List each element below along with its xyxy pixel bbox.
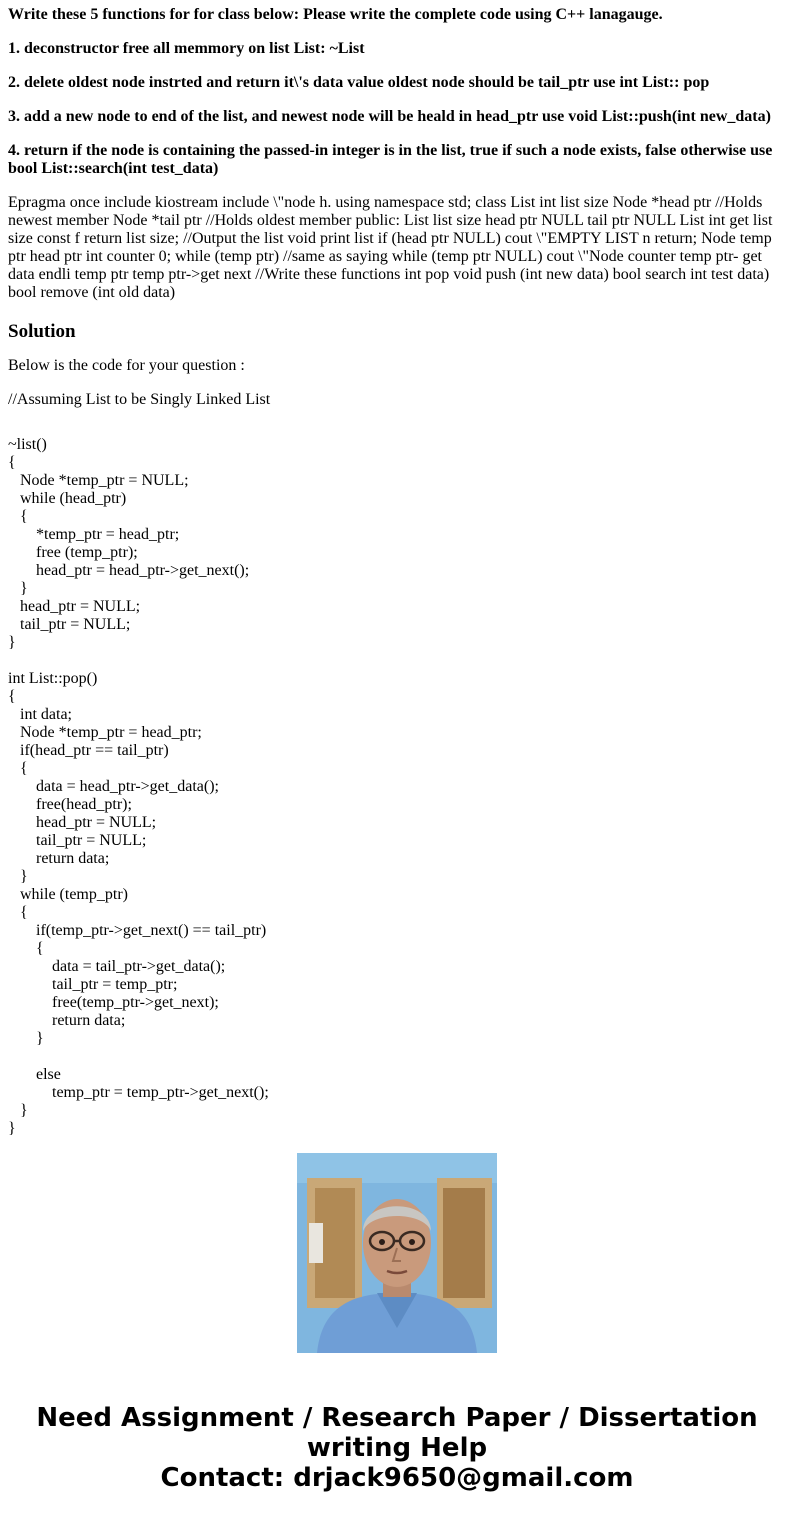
question-item-3: 3. add a new node to end of the list, and newest node will be heald in head_ptr use void List::push(int new_data) xyxy=(8,108,771,125)
code-line: if(head_ptr == tail_ptr) xyxy=(8,742,169,759)
solution-heading: Solution xyxy=(8,321,76,342)
code-line: { xyxy=(8,760,28,777)
code-line: } xyxy=(8,580,28,597)
code-line: tail_ptr = temp_ptr; xyxy=(8,976,178,993)
solution-intro: Below is the code for your question : xyxy=(8,357,245,374)
code-line: int data; xyxy=(8,706,72,723)
code-line: temp_ptr = temp_ptr->get_next(); xyxy=(8,1084,269,1101)
code-line: } xyxy=(8,634,16,651)
code-line: } xyxy=(8,1120,16,1137)
code-line: ~list() xyxy=(8,436,47,453)
question-title: Write these 5 functions for for class below: Please write the complete code using C++ lanagauge. xyxy=(8,6,663,23)
code-line: if(temp_ptr->get_next() == tail_ptr) xyxy=(8,922,267,939)
code-line: tail_ptr = NULL; xyxy=(8,616,131,633)
code-line: return data; xyxy=(8,1012,126,1029)
question-item-2: 2. delete oldest node instrted and return it\'s data value oldest node should be tail_ptr use int List:: pop xyxy=(8,74,710,91)
banner-line-2: writing Help xyxy=(306,1433,488,1463)
code-line: free (temp_ptr); xyxy=(8,544,138,561)
question-body: Epragma once include kiostream include \"node h. using namespace std; class List int list size Node *head ptr //Holds newest member Node *tail ptr //Holds oldest member public: List list size head ptr NULL tail ptr NULL List int get list size const f return list size; //Output the list void print list if (head ptr NULL) cout \"EMPTY LIST n return; Node temp ptr head ptr int counter 0; while (temp ptr) //same as saying while (temp ptr NULL) cout \"Node counter temp ptr- get data endli temp ptr temp ptr->get next //Write these functions int pop void push (int new data) bool search int test data) bool remove (int old data) xyxy=(8,194,773,301)
question-item-1: 1. deconstructor free all memmory on list List: ~List xyxy=(8,40,365,57)
code-line: { xyxy=(8,508,28,525)
code-line: while (temp_ptr) xyxy=(8,886,128,903)
code-line: { xyxy=(8,688,16,705)
solution-code xyxy=(8,436,786,1137)
question-content xyxy=(8,6,786,1137)
code-line: Node *temp_ptr = NULL; xyxy=(8,472,189,489)
code-line: data = head_ptr->get_data(); xyxy=(8,778,219,795)
code-line: free(temp_ptr->get_next); xyxy=(8,994,219,1011)
solution-assumption: //Assuming List to be Singly Linked List xyxy=(8,391,271,408)
code-line: Node *temp_ptr = head_ptr; xyxy=(8,724,202,741)
avatar-portrait-icon xyxy=(297,1153,497,1353)
code-line: free(head_ptr); xyxy=(8,796,132,813)
code-line: while (head_ptr) xyxy=(8,490,127,507)
promo-banner xyxy=(0,1403,794,1493)
question-item-4: 4. return if the node is containing the passed-in integer is in the list, true if such a node exists, false otherwise use bool List::search(int test_data) xyxy=(8,142,773,177)
code-line: *temp_ptr = head_ptr; xyxy=(8,526,180,543)
code-line xyxy=(8,652,786,670)
code-line: } xyxy=(8,1102,28,1119)
code-line: { xyxy=(8,454,16,471)
banner-line-1: Need Assignment / Research Paper / Dissertation xyxy=(36,1403,758,1433)
code-line: head_ptr = NULL; xyxy=(8,814,157,831)
code-line: { xyxy=(8,904,28,921)
code-line: tail_ptr = NULL; xyxy=(8,832,147,849)
code-line: { xyxy=(8,940,44,957)
code-line: int List::pop() xyxy=(8,670,98,687)
code-line: head_ptr = head_ptr->get_next(); xyxy=(8,562,250,579)
avatar xyxy=(297,1153,497,1353)
code-line xyxy=(8,1048,786,1066)
code-line: data = tail_ptr->get_data(); xyxy=(8,958,226,975)
code-line: head_ptr = NULL; xyxy=(8,598,141,615)
code-line: } xyxy=(8,868,28,885)
banner-contact: Contact: drjack9650@gmail.com xyxy=(160,1463,634,1493)
code-line: return data; xyxy=(8,850,110,867)
code-line: else xyxy=(8,1066,61,1083)
code-line: } xyxy=(8,1030,44,1047)
